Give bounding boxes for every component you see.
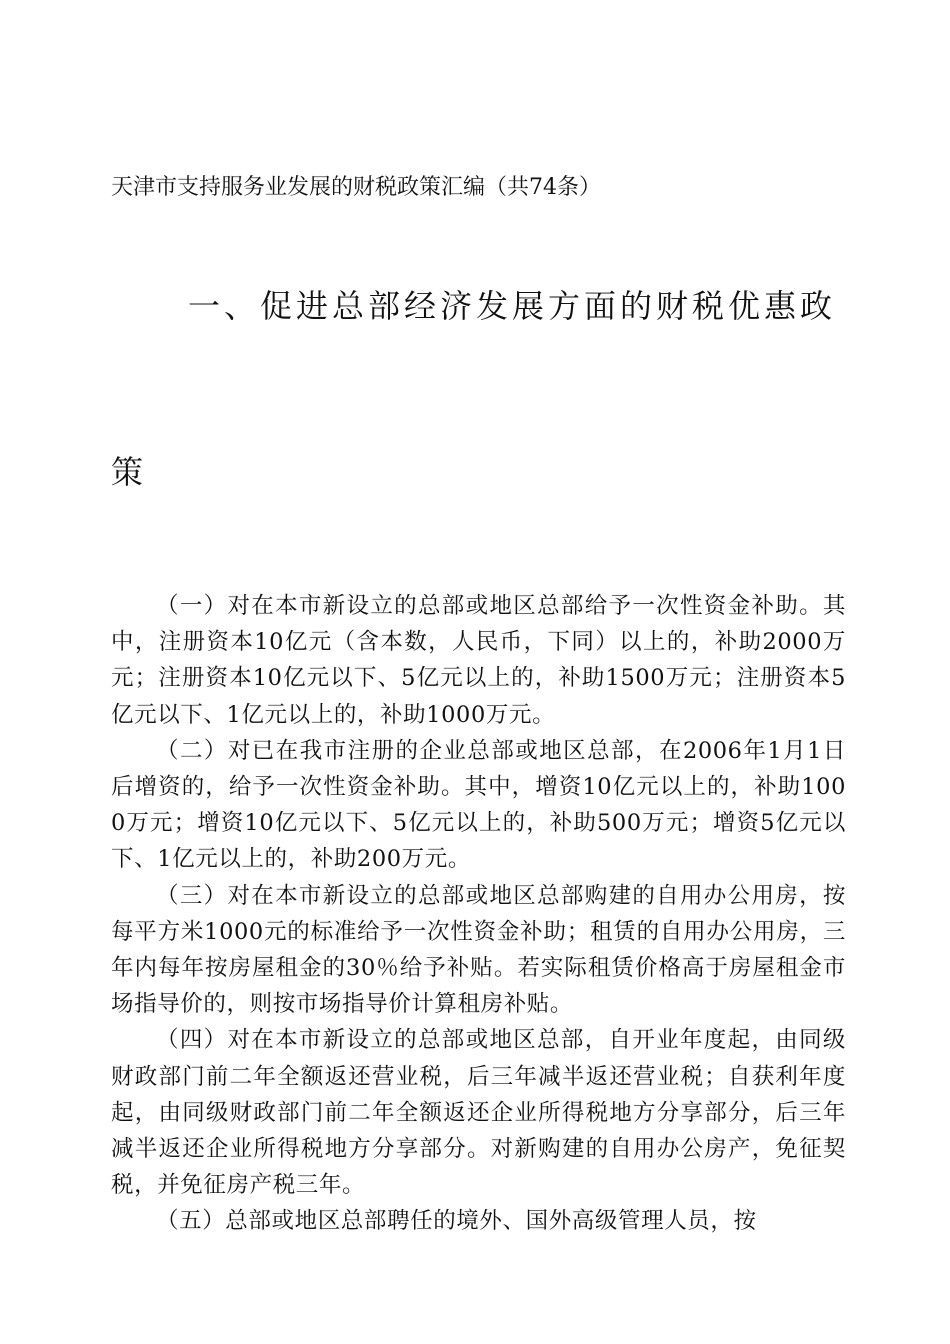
policy-paragraph-2: （二）对已在我市注册的企业总部或地区总部，在2006年1月1日后增资的，给予一次性资金补助。其中，增资10亿元以上的，补助1000万元；增资10亿元以下、5亿元以上的，补助500万元；增资5亿元以下、1亿元以上的，补助200万元。: [111, 737, 846, 873]
policy-paragraph-4: （四）对在本市新设立的总部或地区总部，自开业年度起，由同级财政部门前二年全额返还营业税，后三年减半返还营业税；自获利年度起，由同级财政部门前二年全额返还企业所得税地方分享部分，后三年减半返还企业所得税地方分享部分。对新购建的自用办公房产，免征契税，并免征房产税三年。: [111, 1027, 846, 1199]
policy-paragraph-1: （一）对在本市新设立的总部或地区总部给予一次性资金补助。其中，注册资本10亿元（含本数，人民币，下同）以上的，补助2000万元；注册资本10亿元以下、5亿元以上的，补助1500万元；注册资本5亿元以下、1亿元以上的，补助1000万元。: [111, 593, 846, 728]
policy-paragraph-5: （五）总部或地区总部聘任的境外、国外高级管理人员，按: [156, 1208, 757, 1235]
section-heading: 一、促进总部经济发展方面的财税优惠政: [188, 287, 837, 325]
policy-body: [111, 588, 846, 1240]
section-heading-continuation: 策: [111, 453, 144, 491]
document-title: 天津市支持服务业发展的财税政策汇编（共74条）: [111, 175, 601, 200]
policy-paragraph-3: （三）对在本市新设立的总部或地区总部购建的自用办公用房，按每平方米1000元的标准给予一次性资金补助；租赁的自用办公用房，三年内每年按房屋租金的30％给予补贴。若实际租赁价格高于房屋租金市场指导价的，则按市场指导价计算租房补贴。: [111, 882, 846, 1018]
